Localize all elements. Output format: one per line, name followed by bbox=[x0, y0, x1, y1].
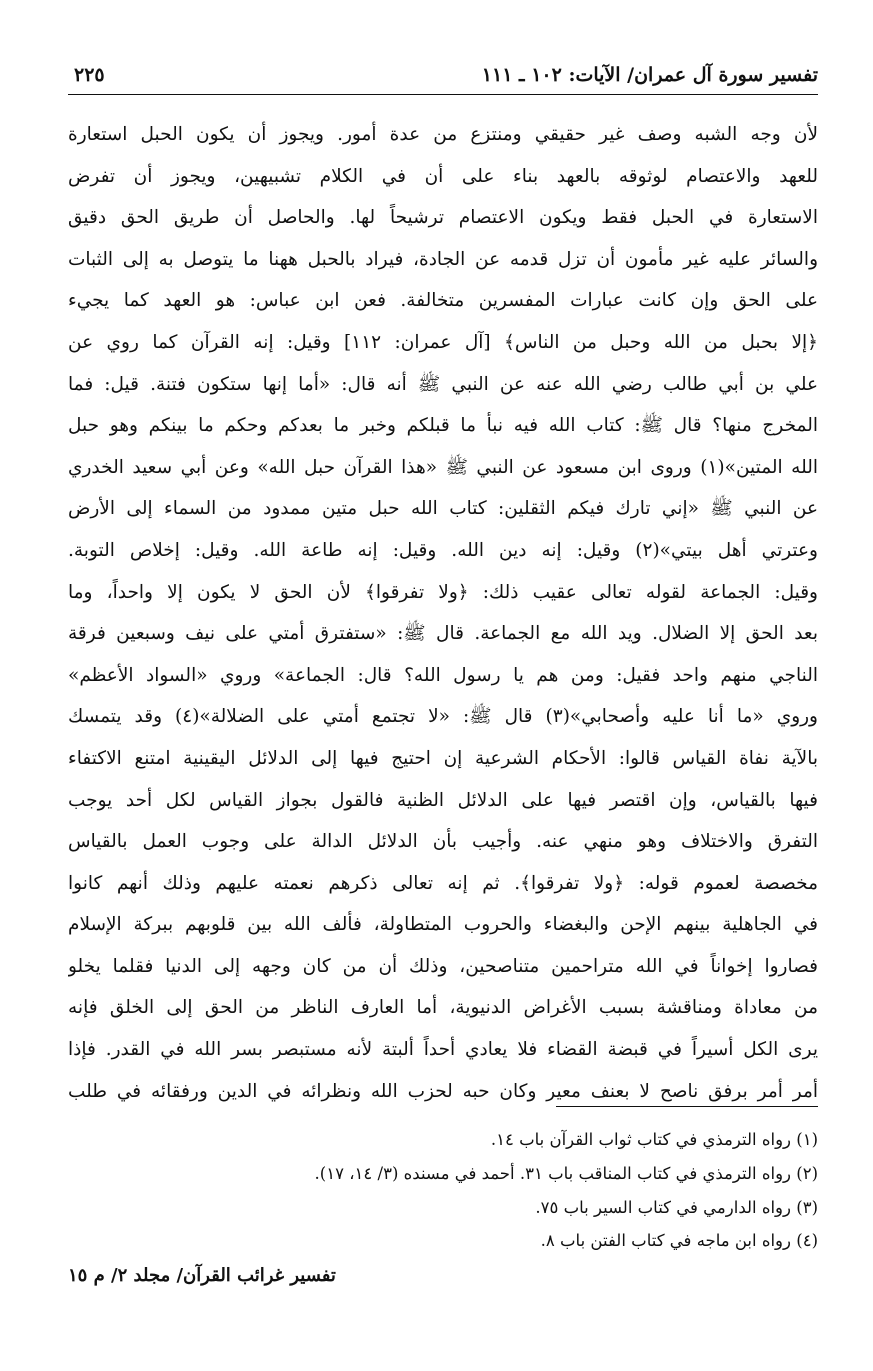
text-line: والسائر عليه غير مأمون أن تزل قدمه عن الجادة، فيراد بالحبل ههنا ما يتوصل به إلى الثبات bbox=[68, 248, 818, 270]
text-line: وقيل: الجماعة لقوله تعالى عقيب ذلك: ﴿ولا تفرقوا﴾ لأن الحق لا يكون إلا واحداً، وما bbox=[68, 581, 818, 603]
text-line: التفرق والاختلاف وهو منهي عنه. وأجيب بأن الدلائل الدالة على وجوب العمل بالقياس bbox=[68, 831, 818, 853]
text-line: علي بن أبي طالب رضي الله عنه عن النبي ﷺ أنه قال: «أما إنها ستكون فتنة. قيل: فما bbox=[68, 373, 818, 395]
running-title: تفسير سورة آل عمران/ الآيات: ١٠٢ ـ ١١١ bbox=[481, 64, 818, 86]
text-line: وعترتي أهل بيتي»(٢) وقيل: إنه دين الله. وقيل: إنه طاعة الله. وقيل: إخلاص التوبة. bbox=[68, 539, 818, 561]
footnotes bbox=[118, 1123, 818, 1258]
signature-mark: تفسير غرائب القرآن/ مجلد ٢/ م ١٥ bbox=[68, 1265, 336, 1286]
footnote: (٣) رواه الدارمي في كتاب السير باب ٧٥. bbox=[535, 1197, 818, 1217]
text-line: وروي «ما أنا عليه وأصحابي»(٣) قال ﷺ: «لا تجتمع أمتي على الضلالة»(٤) وقد يتمسك bbox=[68, 706, 818, 728]
body-text bbox=[68, 114, 818, 1112]
text-line: الله المتين»(١) وروى ابن مسعود عن النبي ﷺ «هذا القرآن حبل الله» وعن أبي سعيد الخدري bbox=[68, 456, 818, 478]
text-line: عن النبي ﷺ «إني تارك فيكم الثقلين: كتاب الله حبل متين ممدود من السماء إلى الأرض bbox=[68, 498, 818, 520]
text-line: للعهد والاعتصام لوثوقه بالعهد بناء على أن في الكلام تشبيهين، ويجوز أن تفرض bbox=[68, 165, 818, 187]
text-line: الاستعارة في الحبل فقط ويكون الاعتصام ترشيحاً لها. والحاصل أن طريق الحق دقيق bbox=[68, 207, 818, 229]
text-line: على الحق وإن كانت عبارات المفسرين متخالفة. فعن ابن عباس: هو العهد كما يجيء bbox=[68, 290, 818, 312]
text-line: مخصصة لعموم قوله: ﴿ولا تفرقوا﴾. ثم إنه تعالى ذكرهم نعمته عليهم وذلك أنهم كانوا bbox=[68, 872, 818, 894]
text-line: بالآية نفاة القياس قالوا: الأحكام الشرعية إن احتيج فيها إلى الدلائل اليقينية امتنع الاكتفاء bbox=[68, 747, 818, 769]
text-line: لأن وجه الشبه وصف غير حقيقي ومنتزع من عدة أمور. ويجوز أن يكون الحبل استعارة bbox=[68, 124, 818, 145]
text-line: يرى الكل أسيراً في قبضة القضاء فلا يعادي أحداً ألبتة لأنه مستبصر بسر الله في القدر. فإذا bbox=[68, 1039, 818, 1061]
text-line: المخرج منها؟ قال ﷺ: كتاب الله فيه نبأ ما قبلكم وخبر ما بعدكم وحكم ما بينكم وهو حبل bbox=[68, 415, 818, 437]
footnote: (٢) رواه الترمذي في كتاب المناقب باب ٣١. أحمد في مسنده (٣/ ١٤، ١٧). bbox=[314, 1163, 818, 1183]
text-line: ﴿إلا بحبل من الله وحبل من الناس﴾ [آل عمران: ١١٢] وقيل: إنه القرآن كما روي عن bbox=[68, 331, 818, 353]
text-line: الناجي منهم واحد فقيل: ومن هم يا رسول الله؟ قال: الجماعة» وروي «السواد الأعظم» bbox=[68, 664, 818, 686]
text-line: بعد الحق إلا الضلال. ويد الله مع الجماعة. قال ﷺ: «ستفترق أمتي على نيف وسبعين فرقة bbox=[68, 623, 818, 645]
text-line: فصاروا إخواناً في الله متراحمين متناصحين، وذلك أن من كان وجهه إلى الدنيا فقلما يخلو bbox=[68, 955, 818, 977]
text-line: من معاداة ومناقشة بسبب الأغراض الدنيوية، أما العارف الناظر من الحق إلى الخلق فإنه bbox=[68, 997, 818, 1019]
footnote-divider bbox=[556, 1106, 818, 1107]
text-line: فيها بالقياس، وإن اقتصر فيها على الدلائل الظنية فالقول بجواز القياس لكل أحد يوجب bbox=[68, 789, 818, 811]
page-header bbox=[68, 62, 818, 95]
text-line: في الجاهلية بينهم الإحن والبغضاء والحروب المتطاولة، فألف الله بين قلوبهم ببركة الإسلام bbox=[68, 914, 818, 936]
footnote: (١) رواه الترمذي في كتاب ثواب القرآن باب ١٤. bbox=[490, 1130, 818, 1149]
text-line: أمر أمر برفق ناصح لا بعنف معير وكان حبه لحزب الله ونظرائه في الدين ورفقائه في طلب bbox=[68, 1080, 818, 1102]
page-number: ٢٢٥ bbox=[74, 64, 105, 86]
footnote: (٤) رواه ابن ماجه في كتاب الفتن باب ٨. bbox=[540, 1231, 818, 1251]
